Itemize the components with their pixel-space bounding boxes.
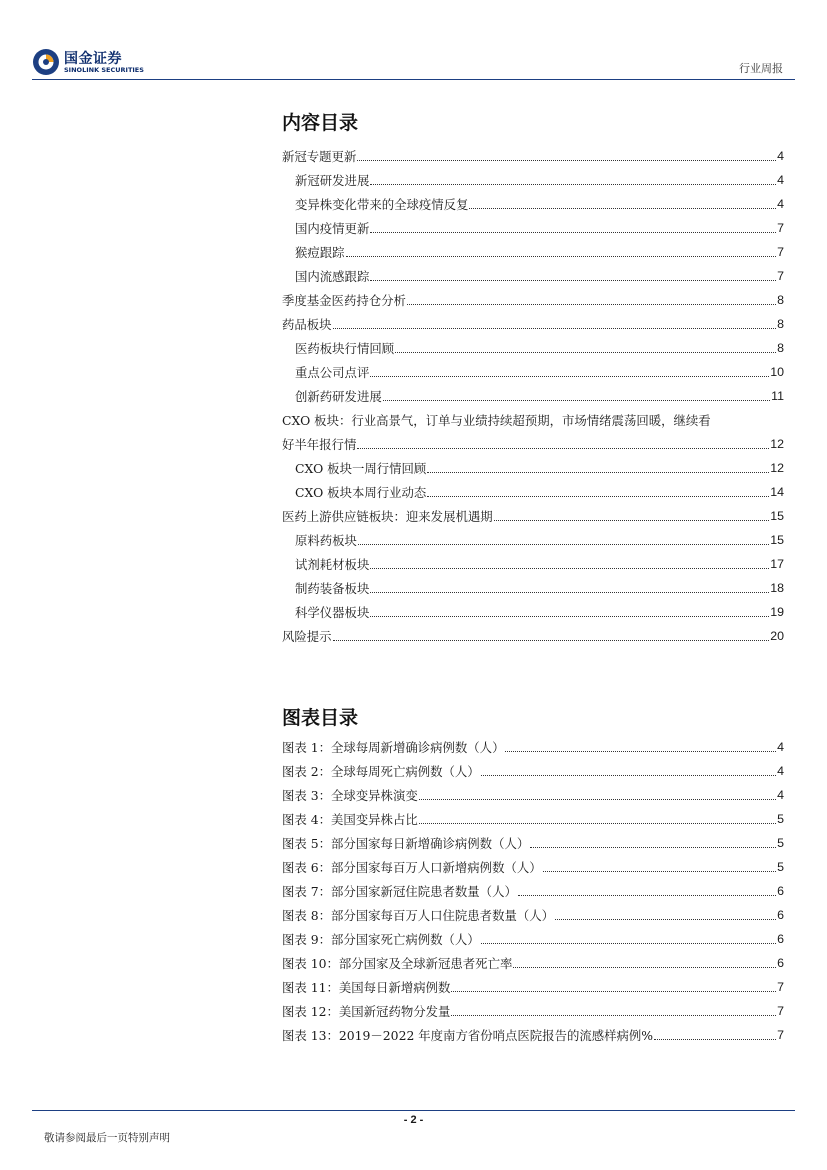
toc-entry-page: 12 xyxy=(770,437,784,451)
toc-entry[interactable] xyxy=(282,312,784,332)
leader-dots xyxy=(357,160,776,161)
figure-entry[interactable] xyxy=(282,831,784,851)
figure-entry-page: 5 xyxy=(777,812,784,826)
figure-entry-page: 6 xyxy=(777,884,784,898)
leader-dots xyxy=(333,640,770,641)
toc-entry[interactable] xyxy=(282,240,784,260)
leader-dots xyxy=(383,400,770,401)
leader-dots xyxy=(505,751,776,752)
leader-dots xyxy=(419,799,776,800)
figure-entry-page: 4 xyxy=(777,764,784,778)
figure-entry-label: 图表 8：部分国家每百万人口住院患者数量（人） xyxy=(282,908,555,923)
leader-dots xyxy=(370,376,769,377)
toc-entry-label: CXO 板块一周行情回顾 xyxy=(295,461,427,476)
leader-dots xyxy=(370,184,776,185)
toc-entry-label: 风险提示 xyxy=(282,629,332,644)
toc-entry-page: 20 xyxy=(770,629,784,643)
toc-entry-page: 8 xyxy=(777,317,784,331)
company-logo xyxy=(32,48,152,78)
toc-entry-label: 医药上游供应链板块：迎来发展机遇期 xyxy=(282,509,493,524)
page-number: - 2 - xyxy=(403,1114,424,1126)
figures-title: 图表目录 xyxy=(282,707,359,729)
sinolink-logo-icon xyxy=(32,48,60,76)
footer-divider xyxy=(32,1110,795,1111)
figure-entry-page: 7 xyxy=(777,1004,784,1018)
toc-entry-page: 12 xyxy=(770,461,784,475)
figure-entry-label: 图表 6：部分国家每百万人口新增病例数（人） xyxy=(282,860,542,875)
figure-entry[interactable] xyxy=(282,951,784,971)
toc-entry-page: 14 xyxy=(770,485,784,499)
toc-entry[interactable] xyxy=(282,144,784,164)
leader-dots xyxy=(481,775,776,776)
figure-entry[interactable] xyxy=(282,975,784,995)
leader-dots xyxy=(427,472,769,473)
leader-dots xyxy=(370,568,769,569)
leader-dots xyxy=(427,496,769,497)
toc-entry-page: 10 xyxy=(770,365,784,379)
figure-entry[interactable] xyxy=(282,807,784,827)
figure-entry[interactable] xyxy=(282,1023,784,1043)
figure-entry-label: 图表 9：部分国家死亡病例数（人） xyxy=(282,932,480,947)
toc-entry-page: 19 xyxy=(770,605,784,619)
toc-entry-label: 试剂耗材板块 xyxy=(295,557,370,572)
figure-entry[interactable] xyxy=(282,855,784,875)
figure-entry-page: 5 xyxy=(777,860,784,874)
figure-entry-page: 6 xyxy=(777,908,784,922)
toc-entry[interactable] xyxy=(282,528,784,548)
leader-dots xyxy=(333,328,777,329)
toc-entry-wrapped-line[interactable]: CXO 板块：行业高景气，订单与业绩持续超预期，市场情绪震荡回暖，继续看 xyxy=(282,413,711,428)
figure-entry-label: 图表 7：部分国家新冠住院患者数量（人） xyxy=(282,884,517,899)
leader-dots xyxy=(370,232,776,233)
figure-entry-label: 图表 13：2019－2022 年度南方省份哨点医院报告的流感样病例% xyxy=(282,1028,654,1043)
toc-entry-label: 变异株变化带来的全球疫情反复 xyxy=(295,197,469,212)
figure-entry-label: 图表 5：部分国家每日新增确诊病例数（人） xyxy=(282,836,530,851)
toc-entry-label: 原料药板块 xyxy=(295,533,357,548)
toc-entry-label: 新冠研发进展 xyxy=(295,173,370,188)
figure-entry[interactable] xyxy=(282,927,784,947)
leader-dots xyxy=(530,847,776,848)
toc-entry-page: 17 xyxy=(770,557,784,571)
toc-entry[interactable] xyxy=(282,192,784,212)
toc-entry[interactable] xyxy=(282,336,784,356)
contents-title: 内容目录 xyxy=(282,112,359,134)
toc-entry[interactable] xyxy=(282,360,784,380)
toc-entry-page: 18 xyxy=(770,581,784,595)
leader-dots xyxy=(357,448,769,449)
leader-dots xyxy=(451,991,776,992)
toc-entry-label: CXO 板块本周行业动态 xyxy=(295,485,427,500)
figure-entry-page: 4 xyxy=(777,740,784,754)
report-type-label: 行业周报 xyxy=(739,62,783,75)
leader-dots xyxy=(469,208,776,209)
figure-entry-page: 7 xyxy=(777,980,784,994)
leader-dots xyxy=(370,280,776,281)
leader-dots xyxy=(513,967,776,968)
toc-entry[interactable] xyxy=(282,384,784,404)
leader-dots xyxy=(370,616,769,617)
toc-entry-label: 国内疫情更新 xyxy=(295,221,370,236)
figure-entry-label: 图表 1：全球每周新增确诊病例数（人） xyxy=(282,740,505,755)
toc-entry[interactable] xyxy=(282,432,784,452)
figure-entry[interactable] xyxy=(282,879,784,899)
toc-entry-page: 11 xyxy=(771,389,784,403)
toc-entry-label: 药品板块 xyxy=(282,317,332,332)
figure-entry-label: 图表 4：美国变异株占比 xyxy=(282,812,418,827)
header-divider xyxy=(32,79,795,80)
leader-dots xyxy=(346,256,777,257)
toc-entry[interactable] xyxy=(282,216,784,236)
figure-entry-page: 6 xyxy=(777,932,784,946)
leader-dots xyxy=(370,592,769,593)
toc-entry-page: 15 xyxy=(770,533,784,547)
leader-dots xyxy=(518,895,776,896)
toc-entry[interactable] xyxy=(282,264,784,284)
toc-entry-page: 7 xyxy=(777,245,784,259)
figure-entry-page: 5 xyxy=(777,836,784,850)
toc-entry-page: 7 xyxy=(777,269,784,283)
figure-entry[interactable] xyxy=(282,759,784,779)
toc-entry-page: 15 xyxy=(770,509,784,523)
toc-entry-label: 好半年报行情 xyxy=(282,437,357,452)
figure-entry[interactable] xyxy=(282,903,784,923)
figure-entry-label: 图表 3：全球变异株演变 xyxy=(282,788,418,803)
toc-entry-label: 新冠专题更新 xyxy=(282,149,357,164)
page-header xyxy=(0,0,827,82)
toc-entry-label: 季度基金医药持仓分析 xyxy=(282,293,406,308)
figure-entry[interactable] xyxy=(282,735,784,755)
toc-entry-page: 8 xyxy=(777,293,784,307)
toc-entry-label: 国内流感跟踪 xyxy=(295,269,370,284)
leader-dots xyxy=(543,871,776,872)
toc-entry[interactable] xyxy=(282,552,784,572)
toc-entry-label: 猴痘跟踪 xyxy=(295,245,345,260)
leader-dots xyxy=(419,823,776,824)
leader-dots xyxy=(395,352,776,353)
figure-entry[interactable] xyxy=(282,999,784,1019)
toc-entry[interactable] xyxy=(282,456,784,476)
disclaimer-note: 敬请参阅最后一页特别声明 xyxy=(44,1132,170,1144)
toc-entry-page: 7 xyxy=(777,221,784,235)
figure-entry-label: 图表 2：全球每周死亡病例数（人） xyxy=(282,764,480,779)
leader-dots xyxy=(481,943,776,944)
toc-entry-label: 科学仪器板块 xyxy=(295,605,370,620)
toc-entry-page: 4 xyxy=(777,173,784,187)
toc-entry-label: 制药装备板块 xyxy=(295,581,370,596)
toc-entry-page: 4 xyxy=(777,149,784,163)
logo-chinese-name: 国金证券 xyxy=(64,51,122,67)
leader-dots xyxy=(358,544,769,545)
leader-dots xyxy=(555,919,776,920)
logo-english-name: SINOLINK SECURITIES xyxy=(64,66,144,74)
toc-entry-label: 创新药研发进展 xyxy=(295,389,382,404)
toc-entry-label: 重点公司点评 xyxy=(295,365,370,380)
toc-entry[interactable] xyxy=(282,600,784,620)
figure-entry-page: 6 xyxy=(777,956,784,970)
leader-dots xyxy=(407,304,776,305)
toc-entry-label: 医药板块行情回顾 xyxy=(295,341,395,356)
toc-entry[interactable] xyxy=(282,624,784,644)
toc-entry-page: 4 xyxy=(777,197,784,211)
leader-dots xyxy=(494,520,770,521)
toc-entry[interactable] xyxy=(282,576,784,596)
figure-entry[interactable] xyxy=(282,783,784,803)
toc-entry[interactable] xyxy=(282,288,784,308)
toc-entry-page: 8 xyxy=(777,341,784,355)
toc-entry[interactable] xyxy=(282,168,784,188)
toc-entry[interactable] xyxy=(282,504,784,524)
leader-dots xyxy=(654,1039,776,1040)
figure-entry-label: 图表 10：部分国家及全球新冠患者死亡率 xyxy=(282,956,513,971)
toc-entry[interactable] xyxy=(282,480,784,500)
figure-entry-label: 图表 11：美国每日新增病例数 xyxy=(282,980,451,995)
leader-dots xyxy=(451,1015,776,1016)
figure-entry-page: 4 xyxy=(777,788,784,802)
figure-entry-page: 7 xyxy=(777,1028,784,1042)
figure-entry-label: 图表 12：美国新冠药物分发量 xyxy=(282,1004,451,1019)
